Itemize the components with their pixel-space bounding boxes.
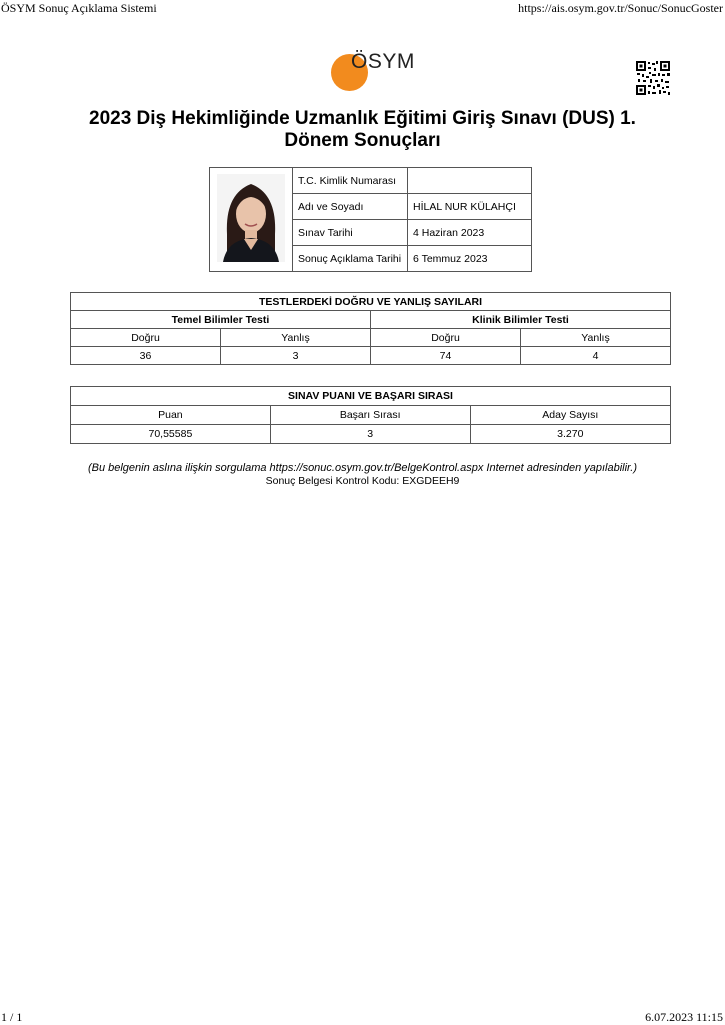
- score-value-cell: 3: [270, 425, 470, 444]
- print-datetime: 6.07.2023 11:15: [645, 1010, 723, 1024]
- tests-value-cell: 74: [371, 347, 521, 365]
- tests-table: [70, 292, 671, 365]
- tests-value-cell: 4: [521, 347, 671, 365]
- verification-note: (Bu belgenin aslına ilişkin sorgulama https://sonuc.osym.gov.tr/BelgeKontrol.aspx Internet adresinden yapılabilir.): [87, 462, 638, 474]
- value-result-date: 6 Temmuz 2023: [408, 246, 532, 272]
- value-exam-date: 4 Haziran 2023: [408, 220, 532, 246]
- tests-value-cell: 36: [71, 347, 221, 365]
- qr-code-icon: [635, 60, 671, 96]
- score-col-header: Başarı Sırası: [270, 406, 470, 425]
- value-name: HİLAL NUR KÜLAHÇI: [408, 194, 532, 220]
- logo-text: ÖSYM: [351, 50, 415, 73]
- score-col-header: Puan: [71, 406, 271, 425]
- tests-col-header: Yanlış: [521, 329, 671, 347]
- tests-col-header: Yanlış: [221, 329, 371, 347]
- candidate-photo-image: [217, 174, 285, 262]
- tests-group-klinik: Klinik Bilimler Testi: [371, 311, 671, 329]
- document-title: 2023 Diş Hekimliğinde Uzmanlık Eğitimi Giriş Sınavı (DUS) 1. Dönem Sonuçları: [89, 108, 636, 151]
- score-value-cell: 3.270: [470, 425, 670, 444]
- tests-group-temel: Temel Bilimler Testi: [71, 311, 371, 329]
- tests-col-header: Doğru: [371, 329, 521, 347]
- tests-value-cell: 3: [221, 347, 371, 365]
- score-table: [70, 386, 671, 444]
- candidate-info-table: [209, 167, 532, 272]
- candidate-photo: [210, 168, 293, 272]
- tests-col-header: Doğru: [71, 329, 221, 347]
- tests-table-title: TESTLERDEKİ DOĞRU VE YANLIŞ SAYILARI: [71, 293, 671, 311]
- control-code: Sonuç Belgesi Kontrol Kodu: EXGDEEH9: [265, 475, 460, 487]
- label-tc-no: T.C. Kimlik Numarası: [293, 168, 408, 194]
- value-tc-no: [408, 168, 532, 194]
- osym-logo: [331, 50, 415, 92]
- browser-header-url: https://ais.osym.gov.tr/Sonuc/SonucGoster: [518, 1, 723, 15]
- score-table-title: SINAV PUANI VE BAŞARI SIRASI: [71, 387, 671, 406]
- score-value-cell: 70,55585: [71, 425, 271, 444]
- page-indicator: 1 / 1: [1, 1010, 23, 1024]
- label-name: Adı ve Soyadı: [293, 194, 408, 220]
- label-result-date: Sonuç Açıklama Tarihi: [293, 246, 408, 272]
- score-col-header: Aday Sayısı: [470, 406, 670, 425]
- browser-header-title: ÖSYM Sonuç Açıklama Sistemi: [1, 1, 157, 15]
- label-exam-date: Sınav Tarihi: [293, 220, 408, 246]
